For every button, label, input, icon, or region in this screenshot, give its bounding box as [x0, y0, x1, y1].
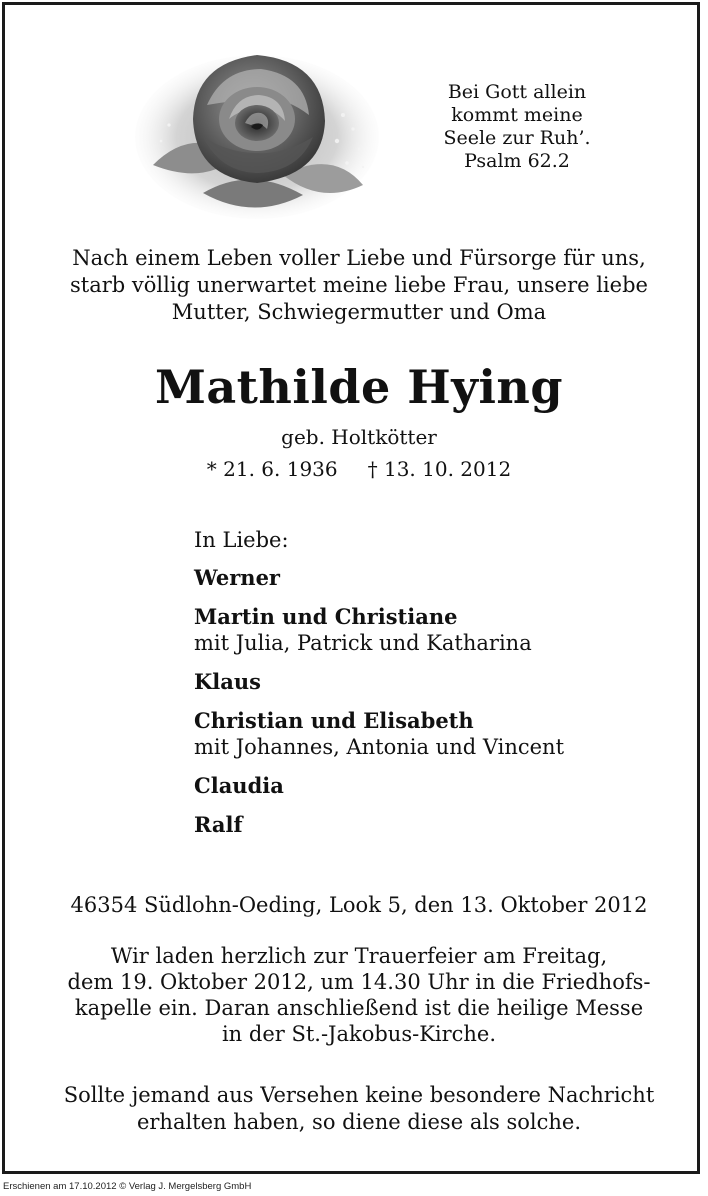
- family-list: [194, 527, 674, 851]
- closing-line: erhalten haben, so diene diese als solche.: [136, 1110, 582, 1134]
- psalm-line: kommt meine: [451, 104, 583, 126]
- family-member: [194, 708, 674, 760]
- family-member-name: Klaus: [194, 669, 261, 694]
- closing-line: Sollte jemand aus Versehen keine besondere Nachricht: [63, 1083, 655, 1107]
- psalm-line: Seele zur Ruh’.: [443, 127, 591, 149]
- family-member-name: Claudia: [194, 773, 284, 798]
- family-member-name: Christian und Elisabeth: [194, 708, 474, 733]
- publication-footer: Erschienen am 17.10.2012 © Verlag J. Mergelsberg GmbH: [3, 1181, 252, 1192]
- family-intro: In Liebe:: [194, 528, 289, 552]
- invitation-line: in der St.-Jakobus-Kirche.: [221, 1022, 497, 1046]
- family-member: [194, 669, 674, 695]
- family-member: [194, 565, 674, 591]
- maiden-name: geb. Holtkötter: [281, 425, 437, 449]
- place-and-date: 46354 Südlohn-Oeding, Look 5, den 13. Oktober 2012: [70, 893, 648, 917]
- closing-note: [25, 1082, 693, 1136]
- family-member-name: Ralf: [194, 812, 243, 837]
- psalm-line: Bei Gott allein: [447, 81, 587, 103]
- obituary-frame: [2, 2, 700, 1174]
- rose-icon: [133, 45, 381, 223]
- family-member: [194, 812, 674, 838]
- family-member-name: Martin und Christiane: [194, 604, 458, 629]
- life-dates: [25, 457, 693, 481]
- birth-date: * 21. 6. 1936: [206, 457, 338, 481]
- invitation-line: Wir laden herzlich zur Trauerfeier am Freitag,: [110, 944, 608, 968]
- death-date: † 13. 10. 2012: [367, 457, 512, 481]
- family-member: [194, 604, 674, 656]
- funeral-invitation: [25, 943, 693, 1047]
- family-member-children: mit Julia, Patrick und Katharina: [194, 631, 532, 655]
- family-member: [194, 773, 674, 799]
- intro-line: Mutter, Schwiegermutter und Oma: [171, 300, 547, 324]
- invitation-line: dem 19. Oktober 2012, um 14.30 Uhr in die Friedhofs-: [67, 970, 651, 994]
- intro-line: starb völlig unerwartet meine liebe Frau, unsere liebe: [70, 273, 648, 297]
- intro-line: Nach einem Leben voller Liebe und Fürsorge für uns,: [72, 246, 646, 270]
- invitation-line: kapelle ein. Daran anschließend ist die heilige Messe: [74, 996, 644, 1020]
- rose-image: [133, 45, 381, 223]
- family-member-name: Werner: [194, 565, 280, 590]
- intro-text: [25, 245, 693, 326]
- psalm-verse: [405, 81, 629, 173]
- deceased-name: Mathilde Hying: [154, 360, 564, 414]
- family-member-children: mit Johannes, Antonia und Vincent: [194, 735, 565, 759]
- psalm-reference: Psalm 62.2: [464, 150, 570, 172]
